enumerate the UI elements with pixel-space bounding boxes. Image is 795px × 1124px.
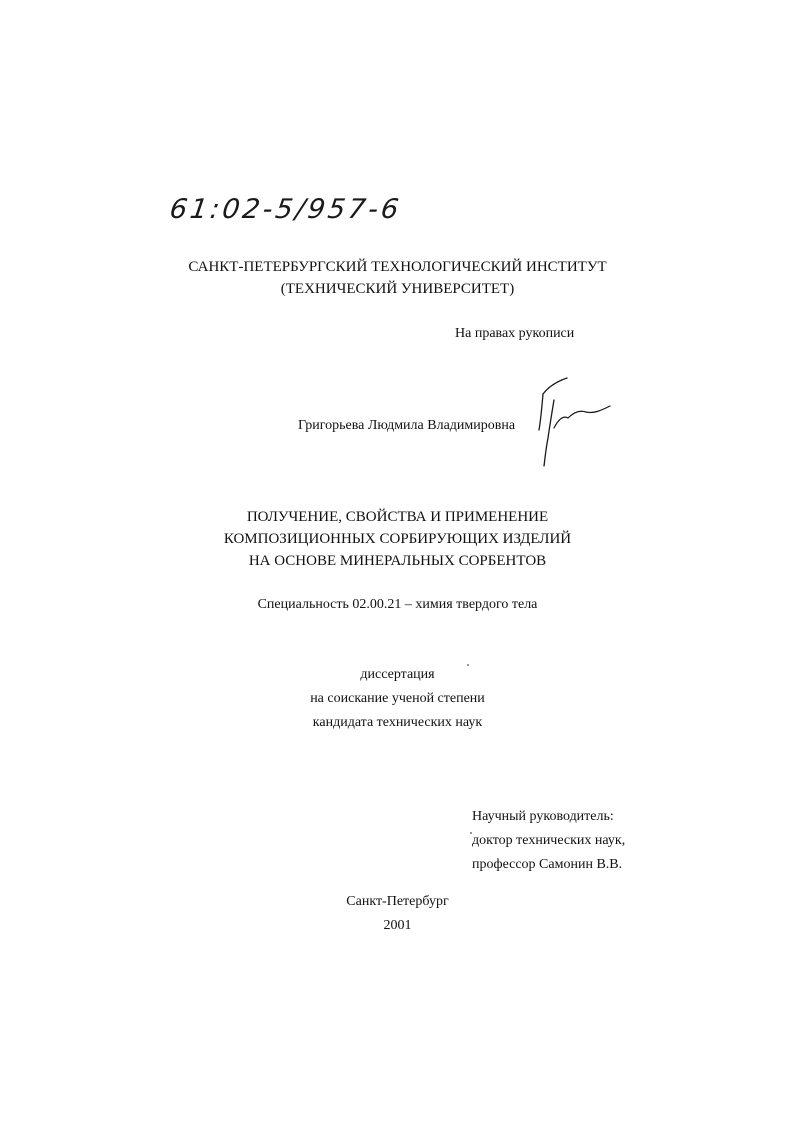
thesis-title-line-3: НА ОСНОВЕ МИНЕРАЛЬНЫХ СОРБЕНТОВ [248, 553, 547, 569]
supervisor-block [472, 805, 625, 877]
author-name: Григорьева Людмила Владимировна [298, 418, 516, 433]
thesis-title-line-1: ПОЛУЧЕНИЕ, СВОЙСТВА И ПРИМЕНЕНИЕ [246, 509, 549, 525]
supervisor-line-3: профессор Самонин В.В. [472, 857, 623, 872]
supervisor-line-1: Научный руководитель: [472, 809, 614, 824]
institution-line-2: (ТЕХНИЧЕСКИЙ УНИВЕРСИТЕТ) [280, 281, 515, 297]
supervisor-line-2: доктор технических наук, [472, 833, 626, 848]
thesis-title [0, 506, 795, 572]
degree-line-1: диссертация [360, 667, 435, 682]
scan-speck [470, 832, 472, 834]
thesis-title-line-2: КОМПОЗИЦИОННЫХ СОРБИРУЮЩИХ ИЗДЕЛИЙ [223, 531, 572, 547]
handwritten-signature-icon [530, 372, 615, 470]
degree-line-2: на соискание ученой степени [310, 691, 485, 706]
archive-code: 61:02-5/957-6 [167, 194, 404, 225]
institution-line-1: САНКТ-ПЕТЕРБУРГСКИЙ ТЕХНОЛОГИЧЕСКИЙ ИНСТИТУТ [188, 259, 607, 275]
manuscript-note: На правах рукописи [455, 326, 575, 341]
imprint [0, 890, 795, 938]
degree-line-3: кандидата технических наук [312, 715, 483, 730]
degree-statement [0, 663, 795, 735]
year: 2001 [383, 918, 412, 933]
institution-heading [0, 256, 795, 300]
city: Санкт-Петербург [346, 894, 449, 909]
scan-speck [467, 664, 469, 666]
specialty: Специальность 02.00.21 – химия твердого тела [257, 597, 538, 612]
